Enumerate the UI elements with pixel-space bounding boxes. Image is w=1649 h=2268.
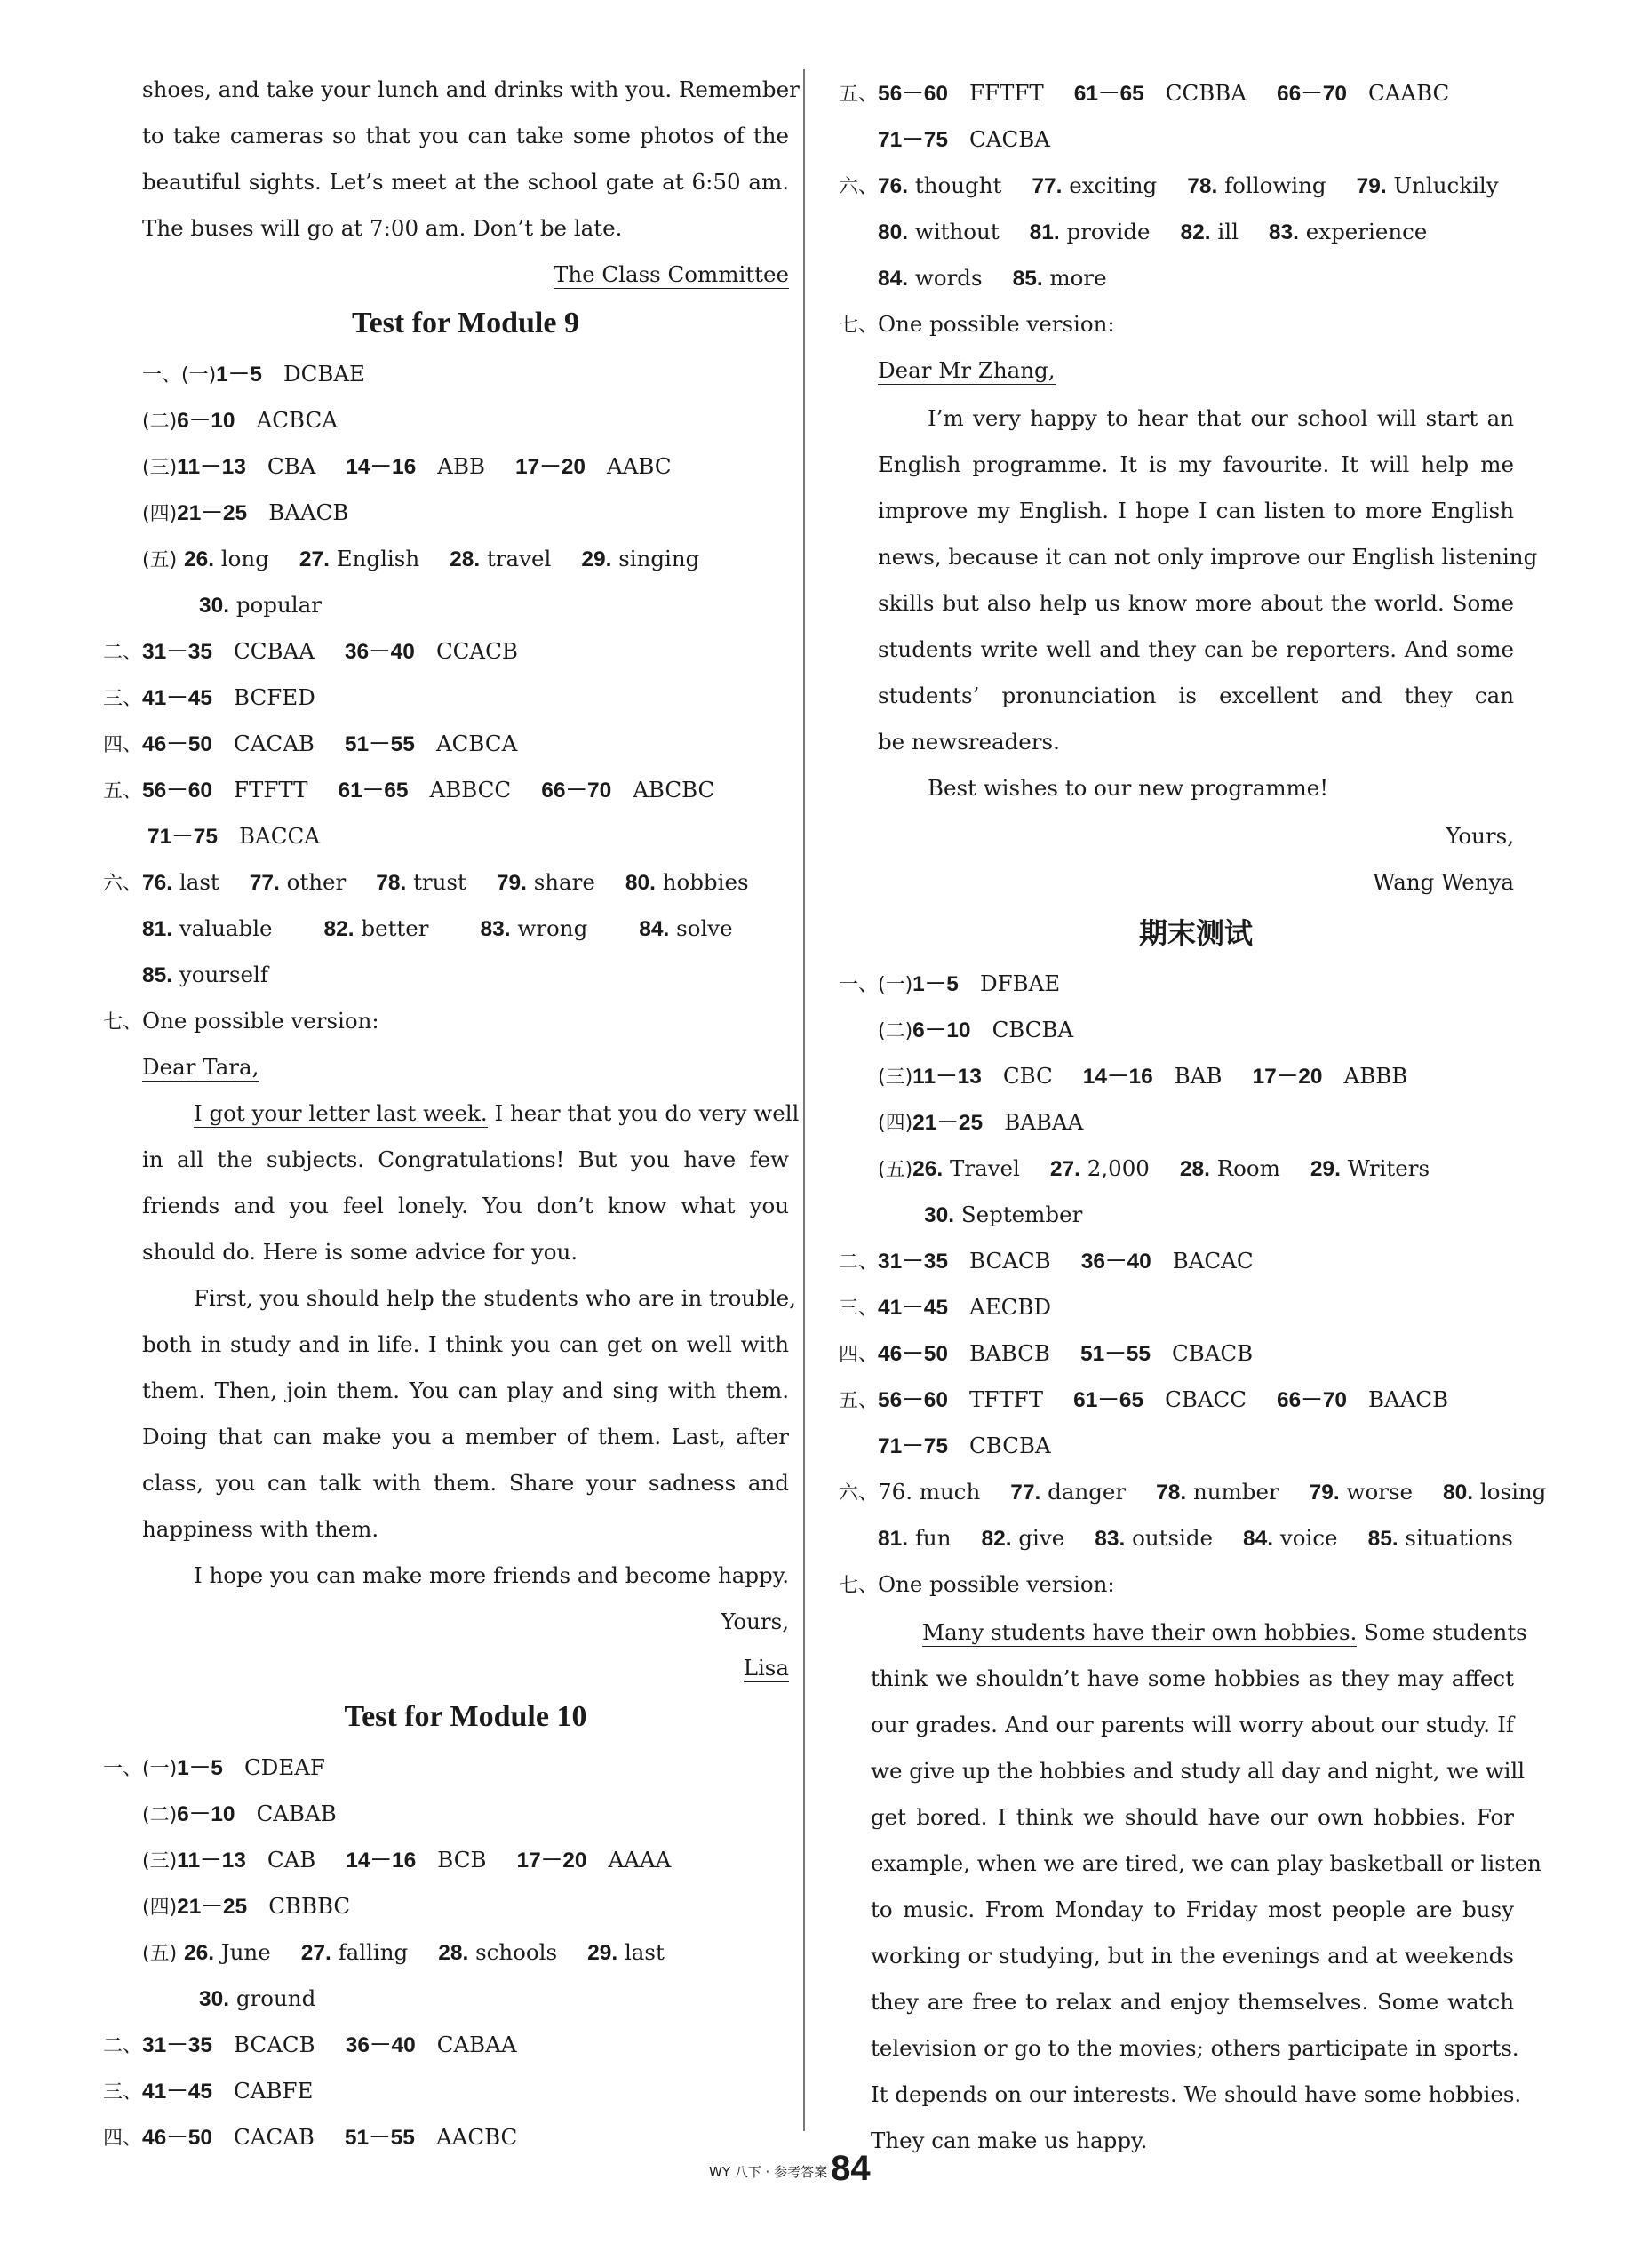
letter-line: should do. Here is some advice for you. (142, 1239, 578, 1265)
answer-row: (二)6－10 CBCBA (878, 1017, 1074, 1042)
answer-row: 五、56－60 TFTFT 61－65 CBACC 66－70 BAACB (839, 1386, 1449, 1412)
answer-row: (三)11－13 CBC 14－16 BAB 17－20 ABBB (878, 1063, 1408, 1089)
answer-row: 二、31－35 BCACB 36－40 CABAA (103, 2032, 517, 2057)
answer-row: 三、41－45 AECBD (839, 1294, 1052, 1320)
answer-row: 一、(一)1－5 DCBAE (142, 361, 365, 387)
essay-line: they are free to relax and enjoy themselves. Some watch (871, 1989, 1514, 2015)
essay-line: working or studying, but in the evenings and at weekends (871, 1943, 1514, 1969)
answer-row: (三)11－13 CAB 14－16 BCB 17－20 AAAA (142, 1847, 672, 1873)
answer-row: 四、46－50 CACAB 51－55 ACBCA (103, 731, 518, 756)
essay-line: They can make us happy. (871, 2128, 1148, 2153)
letter-salutation: Dear Tara, (142, 1054, 259, 1080)
answer-row: 30. ground (199, 1985, 316, 2011)
answer-row: 四、46－50 CACAB 51－55 AACBC (103, 2124, 518, 2150)
answer-row: 四、46－50 BABCB 51－55 CBACB (839, 1340, 1254, 1366)
module10-title: Test for Module 10 (344, 1700, 587, 1733)
answer-row: 五、56－60 FFTFT 61－65 CCBBA 66－70 CAABC (839, 80, 1450, 106)
letter-salutation: Dear Mr Zhang, (878, 357, 1056, 383)
intro-line: The buses will go at 7:00 am. Don’t be late. (142, 215, 623, 241)
answer-row: 84. words 85. more (878, 265, 1107, 291)
answer-row: (五) 26. June 27. falling 28. schools 29. last (142, 1939, 665, 1965)
answer-row: 71－75 CBCBA (878, 1433, 1051, 1458)
answer-row: 三、41－45 BCFED (103, 684, 315, 710)
answer-row: 七、One possible version: (839, 311, 1115, 337)
answer-row: (五)26. Travel 27. 2,000 28. Room 29. Writers (878, 1155, 1430, 1181)
letter-line: both in study and in life. I think you can get on well with (142, 1331, 789, 1357)
answer-row: 二、31－35 CCBAA 36－40 CCACB (103, 638, 518, 664)
intro-line: shoes, and take your lunch and drinks with you. Remember (142, 76, 800, 102)
answer-row: 一、(一)1－5 CDEAF (103, 1754, 325, 1780)
answer-row: (二)6－10 CABAB (142, 1801, 337, 1826)
essay-line: get bored. I think we should have our own hobbies. For (871, 1804, 1514, 1830)
letter-signature: Wang Wenya (1373, 869, 1514, 895)
answer-row: 85. yourself (142, 962, 268, 987)
answer-row: 七、One possible version: (103, 1008, 379, 1034)
answer-row: (四)21－25 BAACB (142, 499, 349, 525)
essay-line: think we shouldn’t have some hobbies as they may affect (871, 1665, 1514, 1691)
essay-line: television or go to the movies; others participate in sports. (871, 2035, 1519, 2061)
letter-line: skills but also help us know more about the world. Some (878, 590, 1514, 616)
letter-line: I hope you can make more friends and become happy. (194, 1562, 790, 1588)
letter-line: happiness with them. (142, 1516, 379, 1542)
letter-line: them. Then, join them. You can play and sing with them. (142, 1378, 789, 1403)
letter-closing: Yours, (1446, 823, 1514, 849)
letter-line: I’m very happy to hear that our school will start an (928, 405, 1514, 431)
answer-row: 71－75 CACBA (878, 126, 1050, 152)
answer-row: 81. fun 82. give 83. outside 84. voice 85. situations (878, 1525, 1513, 1551)
letter-signature: Lisa (743, 1655, 789, 1681)
essay-line: It depends on our interests. We should have some hobbies. (871, 2081, 1522, 2107)
answer-row: 六、76. last 77. other 78. trust 79. share 80. hobbies (103, 869, 749, 895)
essay-line: our grades. And our parents will worry about our study. If (871, 1712, 1514, 1737)
final-test-title: 期末测试 (1138, 916, 1253, 950)
footer-label: WY 八下 · 参考答案 (709, 2164, 828, 2180)
letter-line: First, you should help the students who are in trouble, (194, 1285, 796, 1311)
letter-line: students write well and they can be reporters. And some (878, 636, 1514, 662)
answer-row: 30. September (924, 1202, 1083, 1227)
letter-line: be newsreaders. (878, 729, 1060, 755)
letter-line: class, you can talk with them. Share your sadness and (142, 1470, 789, 1496)
intro-line: beautiful sights. Let’s meet at the school gate at 6:50 am. (142, 169, 789, 195)
letter-line: news, because it can not only improve our English listening (878, 544, 1538, 570)
essay-line: to music. From Monday to Friday most people are busy (871, 1897, 1514, 1922)
answer-row: 三、41－45 CABFE (103, 2078, 314, 2104)
answer-row: (四)21－25 BABAA (878, 1109, 1084, 1135)
letter-line: English programme. It is my favourite. It will help me (878, 451, 1514, 477)
answer-row: 81. valuable 82. better 83. wrong 84. solve (142, 915, 733, 941)
module9-title: Test for Module 9 (352, 307, 579, 339)
answer-row: 71－75 BACCA (147, 823, 320, 849)
answer-row: 七、One possible version: (839, 1571, 1115, 1597)
answer-row: 五、56－60 FTFTT 61－65 ABBCC 66－70 ABCBC (103, 777, 715, 803)
essay-line: we give up the hobbies and study all day and night, we will (871, 1758, 1526, 1784)
letter-line: I got your letter last week. I hear that you do very well (194, 1100, 800, 1126)
answer-row: (四)21－25 CBBBC (142, 1893, 351, 1919)
essay-line: Many students have their own hobbies. Some students (922, 1619, 1527, 1645)
answer-row: 二、31－35 BCACB 36－40 BACAC (839, 1248, 1254, 1274)
letter-line: friends and you feel lonely. You don’t know what you (142, 1193, 789, 1218)
letter-line: Doing that can make you a member of them. Last, after (142, 1424, 789, 1449)
intro-signature: The Class Committee (553, 261, 789, 287)
answer-row: (三)11－13 CBA 14－16 ABB 17－20 AABC (142, 453, 672, 479)
column-divider (803, 69, 805, 2131)
letter-line: Best wishes to our new programme! (928, 775, 1329, 801)
page-number: 84 (831, 2149, 871, 2188)
letter-line: in all the subjects. Congratulations! But you have few (142, 1146, 789, 1172)
answer-row: (五) 26. long 27. English 28. travel 29. singing (142, 546, 700, 571)
page-footer (709, 2149, 871, 2189)
answer-row: 80. without 81. provide 82. ill 83. experience (878, 219, 1428, 244)
letter-line: students’ pronunciation is excellent and they can (878, 683, 1514, 708)
letter-closing: Yours, (721, 1609, 789, 1634)
answer-row: 六、76. much 77. danger 78. number 79. worse 80. losing (839, 1479, 1547, 1505)
essay-line: example, when we are tired, we can play basketball or listen (871, 1850, 1541, 1876)
answer-row: 一、(一)1－5 DFBAE (839, 970, 1061, 996)
answer-row: 六、76. thought 77. exciting 78. following 79. Unluckily (839, 172, 1499, 198)
answer-row: (二)6－10 ACBCA (142, 407, 338, 433)
intro-line: to take cameras so that you can take some photos of the (142, 123, 789, 148)
letter-line: improve my English. I hope I can listen to more English (878, 498, 1514, 523)
answer-row: 30. popular (199, 592, 322, 618)
